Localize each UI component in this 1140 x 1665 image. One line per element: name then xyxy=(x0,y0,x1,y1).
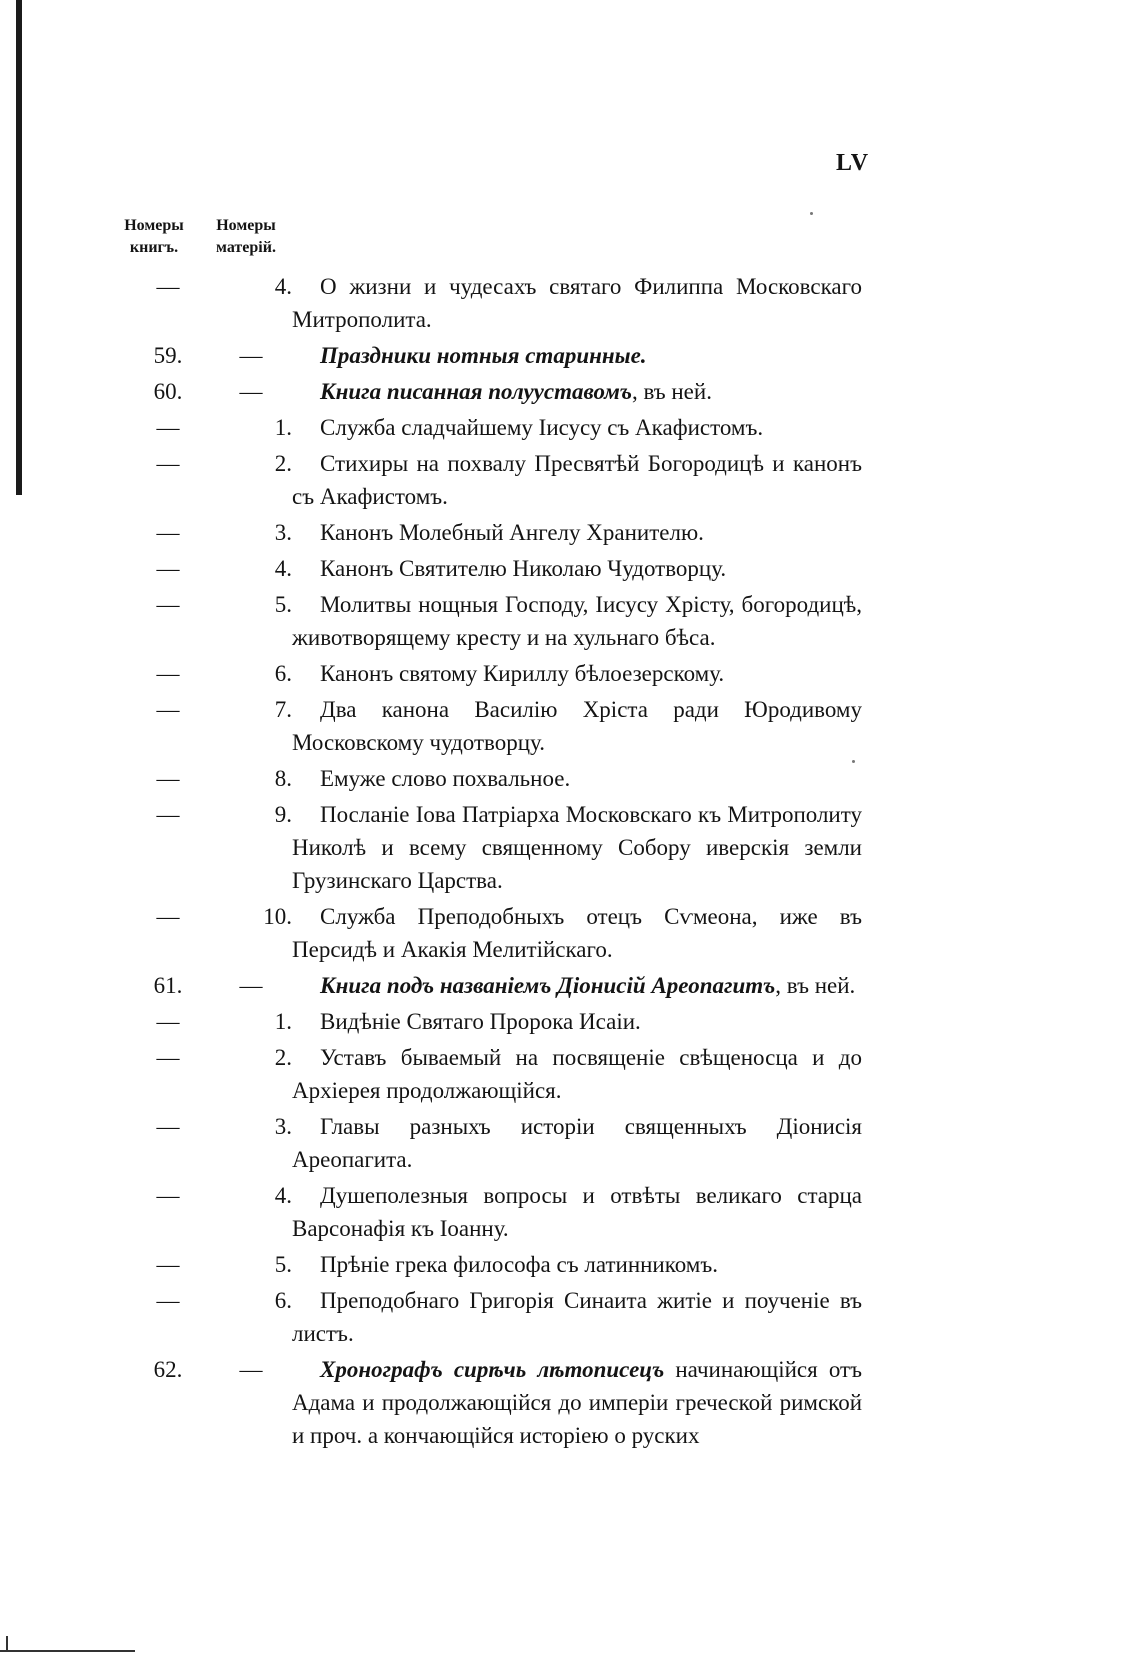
material-number: 6. xyxy=(274,661,292,686)
material-number: 6. xyxy=(274,1288,292,1313)
entry-text xyxy=(292,762,862,795)
material-number: — xyxy=(239,379,263,404)
catalog-entries xyxy=(0,270,1140,1452)
entry-description: Стихиры на похвалу Пресвятѣй Богородицѣ и канонъ съ Акафистомъ. xyxy=(292,451,862,509)
column-header-materials: Номеры матерій. xyxy=(216,217,276,256)
catalog-entry xyxy=(0,270,1140,336)
catalog-entry xyxy=(0,798,1140,897)
book-title: Книга писанная полууставомъ xyxy=(320,379,632,404)
catalog-entry xyxy=(0,1005,1140,1038)
entry-text xyxy=(292,516,862,549)
catalog-entry xyxy=(0,657,1140,690)
entry-description: Канонъ Молебный Ангелу Хранителю. xyxy=(320,520,704,545)
entry-description: Уставъ бываемый на посвященіе свѣщеносца и до Архіерея продолжающійся. xyxy=(292,1045,862,1103)
entry-text xyxy=(292,798,862,897)
book-number: — xyxy=(156,766,180,791)
book-number: — xyxy=(156,415,180,440)
entry-text xyxy=(292,1179,862,1245)
entry-description: начинающійся отъ Адама и продолжающійся до имперіи греческой римской и проч. а кончающійся исторіею о руских xyxy=(292,1357,862,1448)
catalog-entry xyxy=(0,1179,1140,1245)
book-number: — xyxy=(156,1288,180,1313)
book-number: — xyxy=(156,1252,180,1277)
material-number: 2. xyxy=(274,451,292,476)
book-number: — xyxy=(156,802,180,827)
catalog-entry xyxy=(0,1041,1140,1107)
material-number: 9. xyxy=(274,802,292,827)
entry-text xyxy=(292,1005,862,1038)
entry-text xyxy=(292,900,862,966)
page-number: LV xyxy=(836,150,870,176)
material-number: 7. xyxy=(274,697,292,722)
book-number: 61. xyxy=(153,973,183,998)
book-number: 62. xyxy=(153,1357,183,1382)
entry-text xyxy=(292,1353,862,1452)
book-number: — xyxy=(156,1009,180,1034)
entry-text xyxy=(292,339,862,372)
material-number: 4. xyxy=(274,1183,292,1208)
entry-description: Два канона Василію Хріста ради Юродивому Московскому чудотворцу. xyxy=(292,697,862,755)
entry-description: Канонъ святому Кириллу бѣлоезерскому. xyxy=(320,661,725,686)
entry-description: , въ ней. xyxy=(631,379,712,404)
material-number: 8. xyxy=(274,766,292,791)
catalog-entry xyxy=(0,1284,1140,1350)
entry-description: Главы разныхъ исторіи священныхъ Діонисія Ареопагита. xyxy=(292,1114,862,1172)
book-number: — xyxy=(156,556,180,581)
entry-text xyxy=(292,270,862,336)
catalog-entry xyxy=(0,447,1140,513)
catalog-entry xyxy=(0,693,1140,759)
book-number: — xyxy=(156,274,180,299)
entry-text xyxy=(292,588,862,654)
material-number: 1. xyxy=(274,1009,292,1034)
entry-text xyxy=(292,447,862,513)
material-number: 1. xyxy=(274,415,292,440)
book-number: — xyxy=(156,1183,180,1208)
catalog-entry xyxy=(0,375,1140,408)
catalog-entry xyxy=(0,339,1140,372)
entry-description: Душеполезныя вопросы и отвѣты великаго старца Варсонафія къ Іоанну. xyxy=(292,1183,862,1241)
entry-text xyxy=(292,375,862,408)
book-title: Хронографъ сирѣчь лѣтописецъ xyxy=(320,1357,665,1382)
material-number: — xyxy=(239,973,263,998)
book-number: 60. xyxy=(153,379,183,404)
entry-description: Служба сладчайшему Іисусу съ Акафистомъ. xyxy=(320,415,764,440)
material-number: 5. xyxy=(274,1252,292,1277)
material-number: 10. xyxy=(263,904,292,929)
entry-description: Молитвы нощныя Господу, Іисусу Хрісту, богородицѣ, животворящему кресту и на хульнаго бѣса. xyxy=(292,592,862,650)
book-number: 59. xyxy=(153,343,183,368)
book-number: — xyxy=(156,592,180,617)
entry-text xyxy=(292,1284,862,1350)
entry-text xyxy=(292,552,862,585)
scan-corner-mark-vertical xyxy=(6,1636,8,1652)
entry-description: Видѣніе Святаго Пророка Исаіи. xyxy=(320,1009,641,1034)
column-header-books: Номеры книгъ. xyxy=(124,217,184,256)
catalog-entry xyxy=(0,588,1140,654)
scan-corner-mark xyxy=(0,1650,135,1652)
entry-description: Преподобнаго Григорія Синаита житіе и поученіе въ листъ. xyxy=(292,1288,862,1346)
entry-text xyxy=(292,1110,862,1176)
entry-description: Канонъ Святителю Николаю Чудотворцу. xyxy=(320,556,727,581)
book-number: — xyxy=(156,1114,180,1139)
material-number: 3. xyxy=(274,1114,292,1139)
speck xyxy=(810,212,813,215)
book-number: — xyxy=(156,904,180,929)
material-number: — xyxy=(239,343,263,368)
entry-description: Прѣніе грека философа съ латинникомъ. xyxy=(320,1252,719,1277)
catalog-entry xyxy=(0,1110,1140,1176)
material-number: 4. xyxy=(274,556,292,581)
entry-description: , въ ней. xyxy=(775,973,856,998)
entry-text xyxy=(292,1041,862,1107)
entry-text xyxy=(292,693,862,759)
book-number: — xyxy=(156,697,180,722)
catalog-entry xyxy=(0,552,1140,585)
book-number: — xyxy=(156,451,180,476)
entry-description: Посланіе Іова Патріарха Московскаго къ Митрополиту Николѣ и всему священному Собору иверскія земли Грузинскаго Царства. xyxy=(292,802,862,893)
material-number: 2. xyxy=(274,1045,292,1070)
book-number: — xyxy=(156,661,180,686)
entry-text xyxy=(292,1248,862,1281)
material-number: 3. xyxy=(274,520,292,545)
entry-description: Служба Преподобныхъ отецъ Сѵмеона, иже въ Персидѣ и Акакія Мелитійскаго. xyxy=(292,904,862,962)
catalog-entry xyxy=(0,969,1140,1002)
catalog-entry xyxy=(0,411,1140,444)
entry-text xyxy=(292,969,862,1002)
book-title: Праздники нотныя старинные. xyxy=(320,343,647,368)
entry-text xyxy=(292,657,862,690)
book-number: — xyxy=(156,1045,180,1070)
book-title: Книга подъ названіемъ Діонисій Ареопагитъ xyxy=(320,973,776,998)
entry-description: Емуже слово похвальное. xyxy=(320,766,571,791)
material-number: 4. xyxy=(274,274,292,299)
catalog-entry xyxy=(0,1353,1140,1452)
catalog-entry xyxy=(0,762,1140,795)
material-number: — xyxy=(239,1357,263,1382)
entry-description: О жизни и чудесахъ святаго Филиппа Московскаго Митрополита. xyxy=(292,274,862,332)
catalog-entry xyxy=(0,1248,1140,1281)
catalog-entry xyxy=(0,516,1140,549)
book-number: — xyxy=(156,520,180,545)
catalog-entry xyxy=(0,900,1140,966)
entry-text xyxy=(292,411,862,444)
material-number: 5. xyxy=(274,592,292,617)
